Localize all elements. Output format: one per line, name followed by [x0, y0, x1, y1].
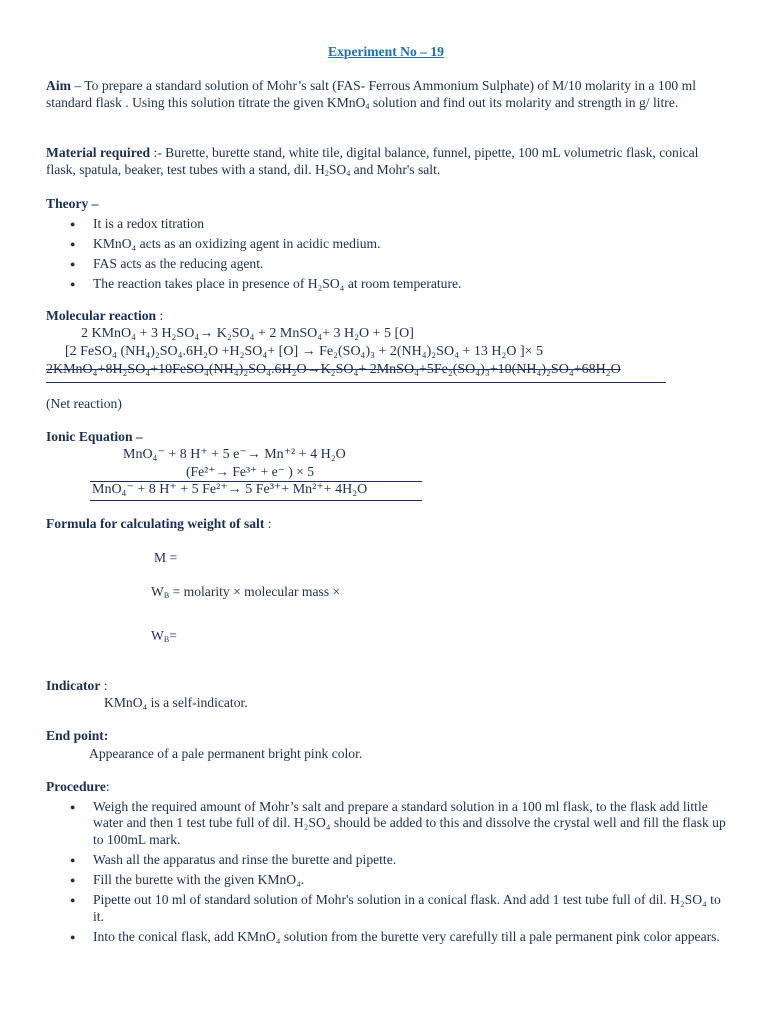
formula-heading	[46, 516, 272, 533]
formula-weight-2	[151, 628, 177, 645]
indicator-text: KMnO₄ is a self-indicator.	[104, 695, 248, 710]
procedure-item: ● Into the conical flask, add KMnO₄ solution from the burette very carefully till a pale permanent pink color appears.	[46, 929, 726, 946]
aim-dash: –	[70, 78, 85, 93]
endpoint-label: End point:	[46, 728, 109, 743]
ionic-equation-1: MnO₄⁻ + 8 H⁺ + 5 e⁻→ Mn⁺² + 4 H₂O	[123, 447, 346, 462]
theory-item: ● It is a redox titration	[46, 216, 726, 233]
net-reaction-rule	[46, 382, 666, 383]
theory-label: Theory –	[46, 196, 99, 211]
formula-weight-1-rest: = molarity × molecular mass ×	[169, 584, 341, 599]
formula-weight-1	[151, 584, 340, 601]
molecular-equation-1: 2 KMnO₄ + 3 H₂SO₄→ K₂SO₄ + 2 MnSO₄+ 3 H₂O + 5 [O]	[81, 326, 414, 341]
endpoint-heading	[46, 728, 108, 745]
formula-weight-2-w: W	[151, 628, 164, 643]
procedure-item: ● Weigh the required amount of Mohr’s salt and prepare a standard solution in a 100 ml flask, to the flask add little water and then 1 test tube full of dil. H₂SO₄ should be added to this and dissolve the crystal well and fill the flask up to 100mL mark.	[46, 799, 726, 849]
molecular-colon: :	[156, 308, 164, 323]
indicator-label: Indicator	[46, 678, 101, 693]
procedure-list	[46, 799, 726, 946]
aim-label: Aim	[46, 78, 71, 93]
ionic-label: Ionic Equation –	[46, 429, 143, 444]
ionic-rule-bottom	[90, 500, 422, 501]
formula-weight-1-sub: B	[163, 591, 170, 600]
material-text-3: and Mohr's salt.	[350, 161, 441, 177]
molecular-equation-2: [2 FeSO₄ (NH₄)₂SO₄.6H₂O +H₂SO₄+ [O] → Fe₂(SO₄)₃ + 2(NH₄)₂SO₄ + 13 H₂O ]× 5	[65, 344, 544, 359]
molecular-label: Molecular reaction	[46, 308, 157, 323]
formula-label: Formula for calculating weight of salt	[46, 516, 265, 531]
formula-molarity: M =	[154, 550, 178, 565]
theory-section	[46, 196, 726, 292]
indicator-heading	[46, 678, 108, 695]
formula-colon: :	[264, 516, 272, 531]
procedure-item: ● Wash all the apparatus and rinse the burette and pipette.	[46, 852, 726, 869]
molecular-equation-net: 2KMnO₄+8H₂SO₄+10FeSO₄(NH₄)₂SO₄.6H₂O→K₂SO₄+ 2MnSO₄+5Fe₂(SO₄)₃+10(NH₄)₂SO₄+68H₂O	[46, 362, 621, 377]
procedure-item: ● Pipette out 10 ml of standard solution of Mohr's solution in a conical flask. And add 1 test tube full of dil. H₂SO₄ to it.	[46, 892, 726, 925]
aim-section	[46, 78, 726, 111]
formula-weight-2-rest: =	[169, 628, 177, 643]
theory-list	[46, 216, 726, 293]
molecular-heading	[46, 308, 163, 325]
material-label: Material required	[46, 145, 151, 160]
ionic-equation-2: (Fe²⁺→ Fe³⁺ + e⁻ ) × 5	[186, 464, 315, 479]
ionic-heading	[46, 429, 143, 446]
formula-weight-2-sub: B	[163, 635, 170, 644]
material-sub-2: 4	[346, 168, 351, 178]
ionic-equation-net: MnO₄⁻ + 8 H⁺ + 5 Fe²⁺→ 5 Fe³⁺+ Mn²⁺+ 4H₂O	[92, 482, 368, 497]
material-text-2: SO	[328, 161, 347, 177]
material-sub-1: 2	[324, 168, 329, 178]
material-text-1: :- Burette, burette stand, white tile, digital balance, funnel, pipette, 100 mL volumetric flask, conical flask, spatula, beaker, test tubes with a stand, dil. H	[46, 145, 699, 177]
material-section	[46, 145, 726, 178]
endpoint-text: Appearance of a pale permanent bright pink color.	[89, 746, 363, 761]
formula-weight-1-w: W	[151, 584, 164, 599]
procedure-label: Procedure	[46, 779, 106, 794]
procedure-colon: :	[105, 779, 110, 794]
indicator-colon: :	[100, 678, 108, 693]
theory-item: ● FAS acts as the reducing agent.	[46, 256, 726, 273]
page-title: Experiment No – 19	[328, 44, 444, 59]
aim-text-1: To prepare a standard solution of Mohr’s salt (FAS- Ferrous Ammonium Sulphate) of M/10 molarity in a 100 ml standard flask . Using this solution titrate the given KMnO	[46, 78, 696, 110]
net-reaction-label: (Net reaction)	[46, 396, 122, 411]
theory-item: ● KMnO₄ acts as an oxidizing agent in acidic medium.	[46, 236, 726, 253]
aim-sub-1: 4	[365, 101, 370, 111]
aim-text-2: solution and find out its molarity and strength in g/ litre.	[369, 94, 679, 110]
theory-item: ● The reaction takes place in presence of H₂SO₄ at room temperature.	[46, 276, 726, 293]
procedure-item: ● Fill the burette with the given KMnO₄.	[46, 872, 726, 889]
procedure-section	[46, 779, 726, 945]
